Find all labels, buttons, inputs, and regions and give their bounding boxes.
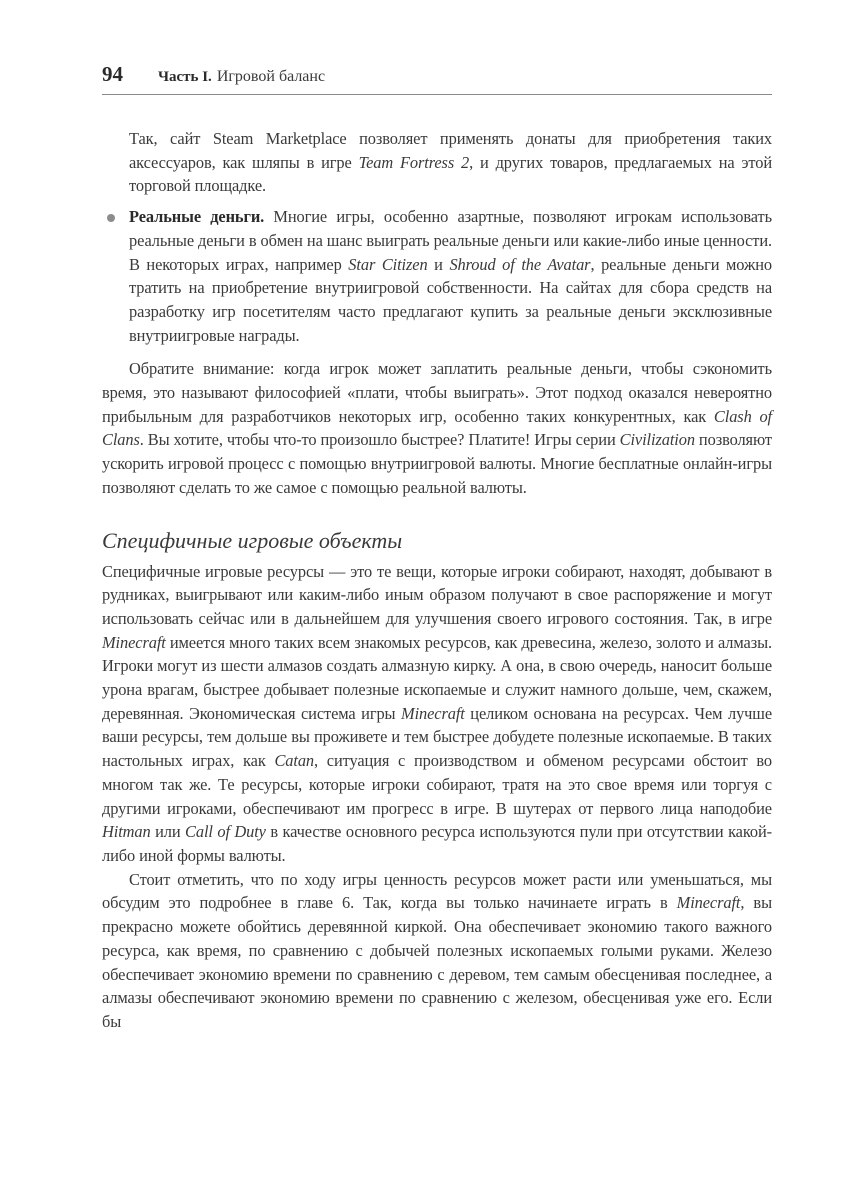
- part-title: Игровой баланс: [216, 68, 326, 85]
- text-run: Многие игры, особенно азартные, позволяют игрокам использовать реальные деньги в обмен на шанс выиграть реальные деньги или какие-либо иные ценности. В некоторых играх, например: [129, 207, 772, 274]
- text-run: или: [150, 822, 186, 842]
- text-run: . Вы хотите, чтобы что-то произошло быстрее? Платите! Игры серии: [139, 430, 620, 450]
- bullet-body: [129, 207, 772, 345]
- text-run: в качестве основного ресурса используются пули при отсутствии какой-либо иной формы валюты.: [102, 822, 773, 865]
- game-title: Minecraft: [401, 703, 465, 723]
- text-run: , реальные деньги можно тратить на приобретение внутриигровой собственности. На сайтах для сбора средств на разработку игр посетителям часто предлагают купить за реальные деньги эксклюзивные внутриигровые награды.: [129, 254, 772, 345]
- text-run: Специфичные игровые ресурсы — это те вещи, которые игроки собирают, находят, добывают в рудниках, выигрывают или каким-либо иным образом получают в свое распоряжение и могут использовать сейчас или в дальнейшем для улучшения своего игрового состояния. Так, в игре: [102, 561, 772, 628]
- notice-paragraph: [102, 357, 772, 499]
- section-paragraph-1: [102, 560, 772, 868]
- continuation-paragraph: [102, 127, 772, 198]
- page-number: 94: [102, 62, 123, 86]
- game-title: Clash of Clans: [102, 406, 772, 450]
- text-run: имеется много таких всем знакомых ресурсов, как древесина, железо, золото и алмазы. Игроки могут из шести алмазов создать алмазную кирку. А она, в свою очередь, наносит больше урона врагам, быстрее добывает полезные ископаемые и служит намного дольше, чем, скажем, деревянная. Экономическая система игры: [102, 632, 772, 723]
- bullet-text: [129, 205, 772, 347]
- text-run: и: [427, 254, 450, 274]
- game-title: Civilization: [619, 430, 695, 450]
- text-run: , вы прекрасно можете обойтись деревянной киркой. Она обеспечивает экономию такого важного ресурса, как время, по сравнению с добычей полезных ископаемых голыми руками. Железо обеспечивает экономию времени по сравнению с деревом, тем самым обесценивая последнее, а алмазы обеспечивают экономию времени по сравнению с железом, обесценивая уже его. Если бы: [102, 893, 772, 1031]
- book-page: [102, 62, 772, 1034]
- part-label: Часть I.: [158, 69, 212, 85]
- text-run: Так, сайт Steam Marketplace позволяет применять донаты для приобретения таких аксессуаров, как шляпы в игре: [129, 129, 772, 172]
- running-header: [102, 62, 772, 95]
- text-run: Стоит отметить, что по ходу игры ценность ресурсов может расти или уменьшаться, мы обсудим это подробнее в главе 6. Так, когда вы только начинаете играть в: [102, 869, 772, 913]
- game-title: Call of Duty: [185, 822, 266, 842]
- text-run: , и других товаров, предлагаемых на этой торговой площадке.: [129, 152, 772, 196]
- game-title: Team Fortress 2: [358, 152, 470, 172]
- game-title: Minecraft: [102, 632, 166, 652]
- game-title: Minecraft: [676, 893, 741, 913]
- game-title: Hitman: [102, 822, 151, 842]
- text-run: , ситуация с производством и обменом ресурсами обстоит во многом так же. Те ресурсы, которые игроки собирают, тратя на это свое время или торгуя с другими игроками, обеспечивают им прогресс в игре. В шутерах от первого лица наподобие: [102, 751, 773, 818]
- bullet-term: Реальные деньги.: [129, 207, 265, 227]
- game-title: Shroud of the Avatar: [449, 254, 591, 274]
- text-run: Обратите внимание: когда игрок может заплатить реальные деньги, чтобы сэкономить время, это называют философией «плати, чтобы выиграть». Этот подход оказался невероятно прибыльным для разработчиков некоторых игр, особенно таких конкурентных, как: [102, 359, 772, 426]
- text-run: целиком основана на ресурсах. Чем лучше ваши ресурсы, тем дольше вы проживете и тем быстрее добудете полезные ископаемые. В таких настольных играх, как: [102, 703, 773, 771]
- text-run: позволяют ускорить игровой процесс с помощью внутриигровой валюты. Многие бесплатные онлайн-игры позволяют сделать то же самое с помощью реальной валюты.: [102, 430, 772, 497]
- bullet-icon: [107, 214, 115, 222]
- section-heading: Специфичные игровые объекты: [102, 527, 403, 553]
- game-title: Catan: [274, 751, 315, 771]
- bullet-item-real-money: [102, 205, 772, 347]
- section-paragraph-2: [102, 868, 772, 1034]
- game-title: Star Citizen: [348, 254, 428, 274]
